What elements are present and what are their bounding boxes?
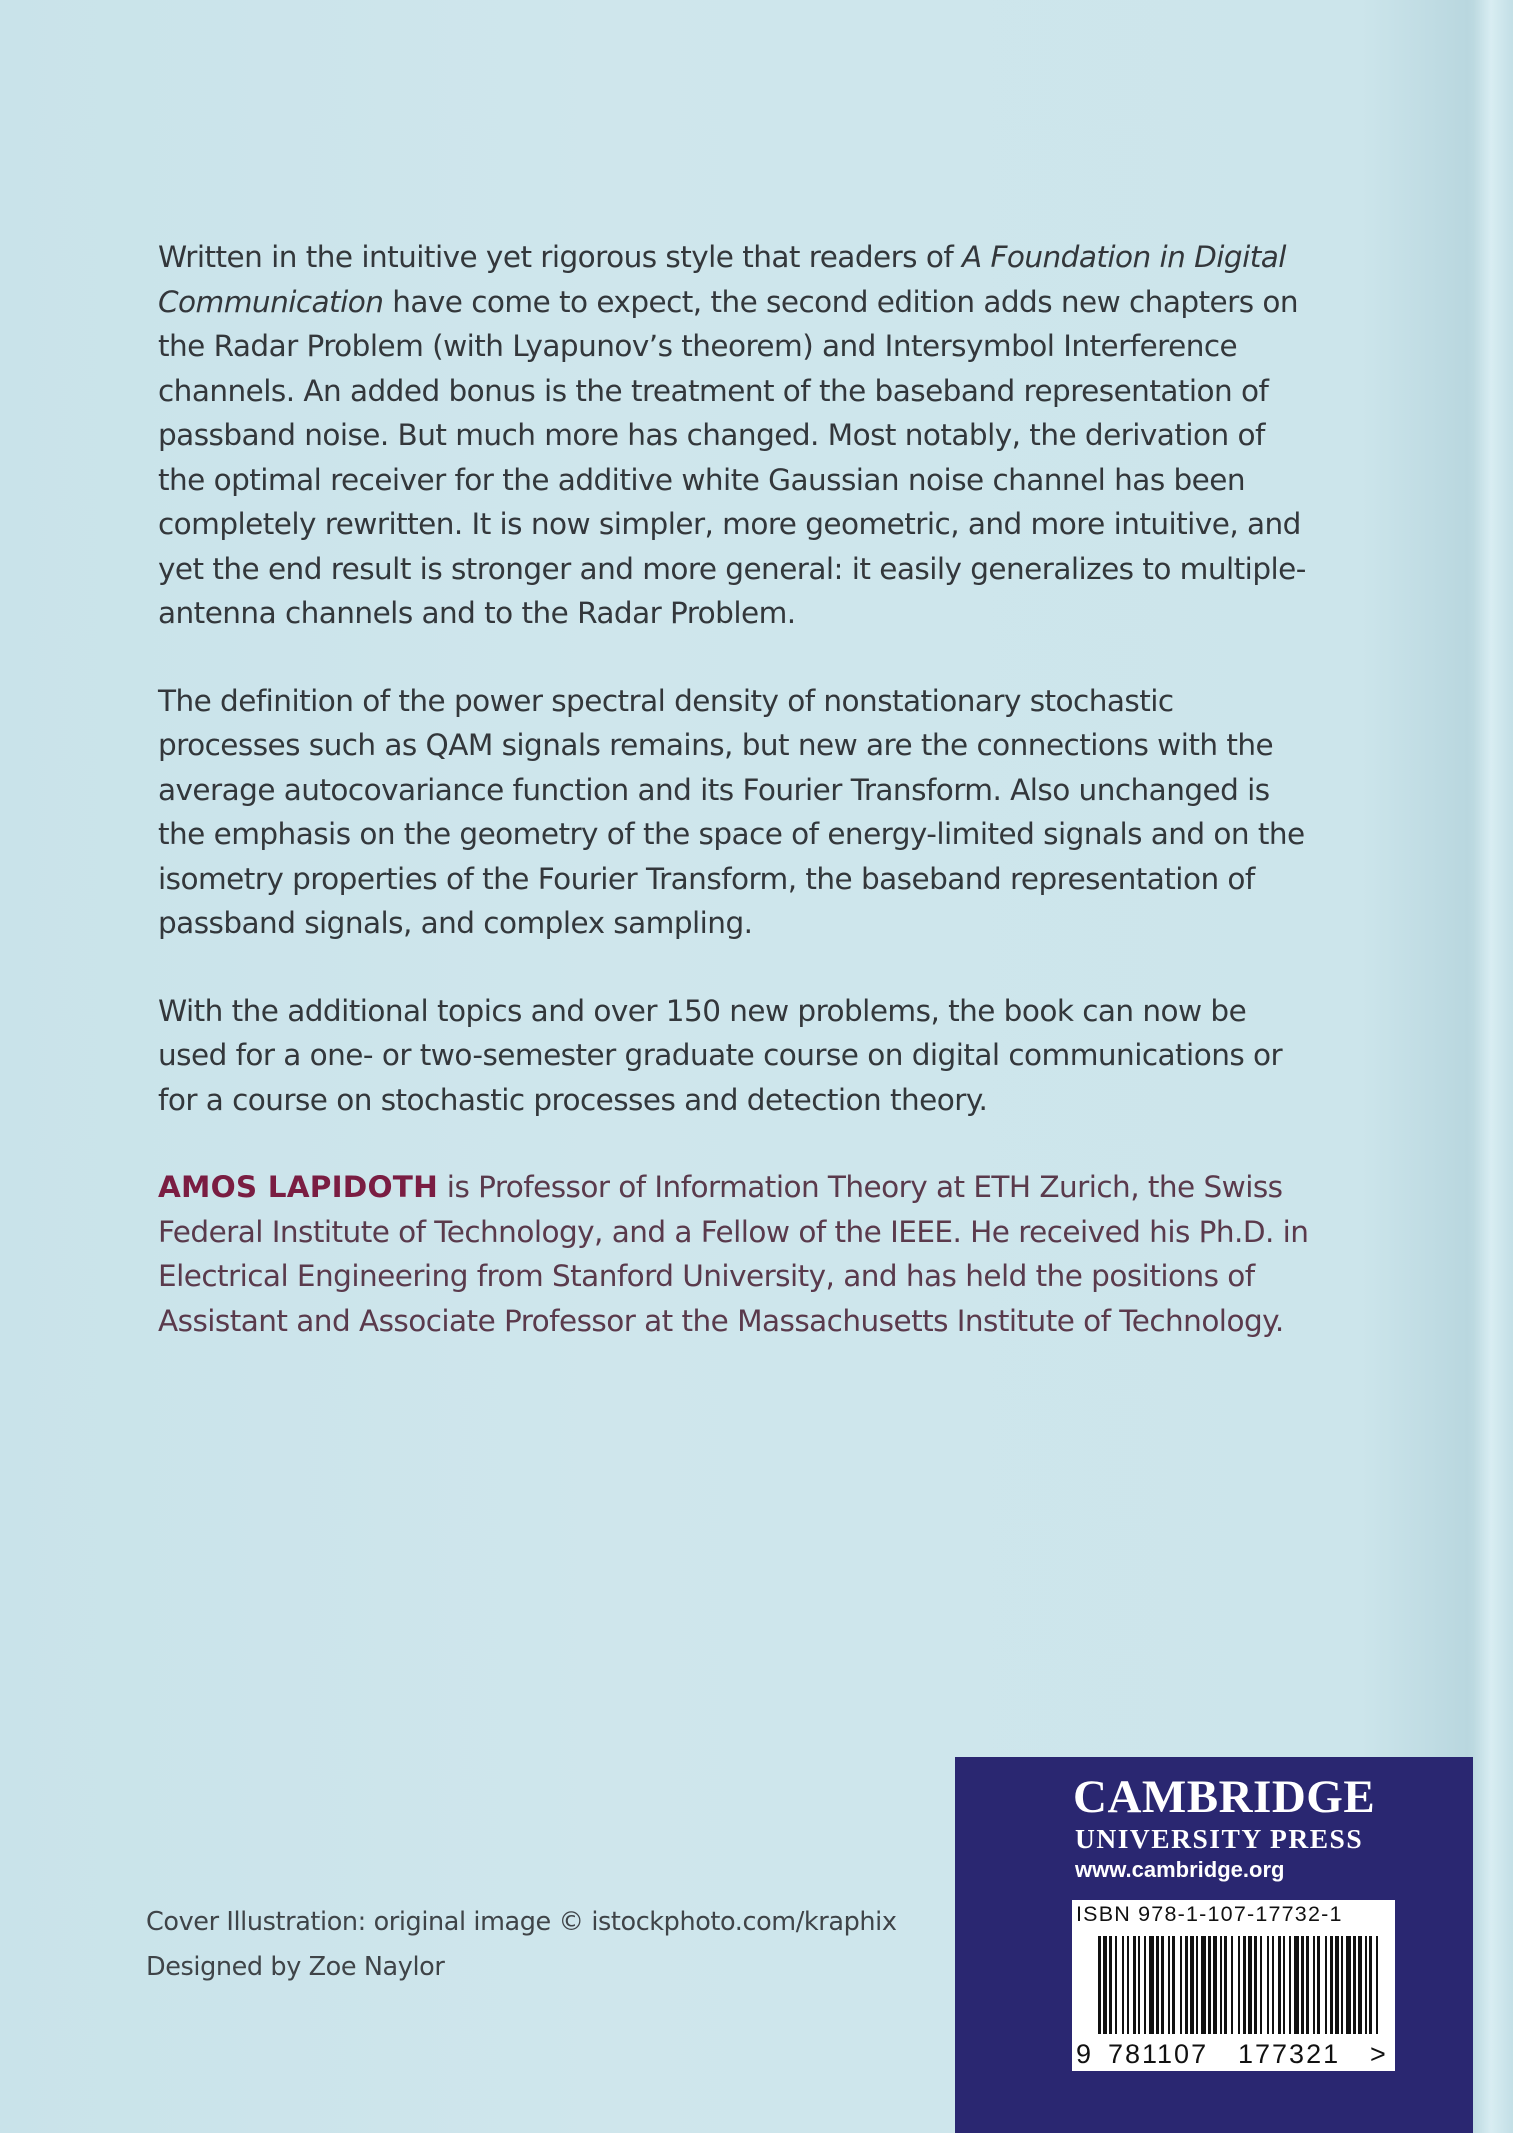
barcode-bar [1115,1936,1117,2034]
barcode-bar [1254,1936,1257,2034]
isbn-barcode-box [1072,1900,1395,2071]
barcode-bar [1224,1936,1227,2034]
barcode-bar [1103,1936,1107,2034]
isbn-label: ISBN 978-1-107-17732-1 [1076,1902,1343,1926]
barcode-bar [1172,1936,1175,2034]
barcode-bar [1294,1936,1299,2034]
barcode-digits: 9 [1076,2039,1094,2069]
blurb-paragraph-3: With the additional topics and over 150 new problems, the book can now be used for a one- or two-semester graduate course on digital communications or for a course on stochastic processes and detection theory. [158,993,1283,1117]
barcode-bar [1133,1936,1136,2034]
designer-credit: Designed by Zoe Naylor [146,1952,445,1982]
barcode-bar [1190,1936,1194,2034]
barcode-bar [1161,1936,1164,2034]
publisher-block [955,1757,1473,2133]
barcode-bar [1213,1936,1217,2034]
barcode-bar [1289,1936,1291,2034]
barcode-bar [1180,1936,1182,2034]
barcode-bar [1127,1936,1129,2034]
barcode-bar [1168,1936,1170,2034]
barcode [1072,1936,1395,2071]
barcode-bar [1267,1936,1269,2034]
author-name: AMOS LAPIDOTH [158,1170,438,1204]
blurb-p1-intro: Written in the intuitive yet rigorous style that readers of [158,240,962,274]
barcode-bar [1325,1936,1327,2034]
barcode-bar [1369,1936,1372,2034]
barcode-bar [1208,1936,1211,2034]
barcode-bar [1238,1936,1240,2034]
barcode-bar [1278,1936,1281,2034]
barcode-bar [1313,1936,1315,2034]
barcode-digits: 781107 [1108,2039,1209,2069]
publisher-url: www.cambridge.org [1075,1857,1285,1882]
barcode-bar [1231,1936,1233,2034]
barcode-bar [1156,1936,1159,2034]
barcode-bar [1144,1936,1146,2034]
barcode-bar [1317,1936,1320,2034]
illustration-credit: Cover Illustration: original image © istockphoto.com/kraphix [146,1907,897,1937]
barcode-bar [1335,1936,1339,2034]
barcode-bar [1138,1936,1140,2034]
barcode-bar [1358,1936,1362,2034]
barcode-bar [1196,1936,1198,2034]
cover-credits [146,1900,897,1990]
barcode-bar [1185,1936,1188,2034]
barcode-digits: > [1370,2039,1388,2069]
back-cover-blurb [158,235,1318,1386]
barcode-bar [1098,1936,1101,2034]
barcode-bar [1301,1936,1304,2034]
barcode-bar [1122,1936,1124,2034]
barcode-bar [1272,1936,1274,2034]
barcode-bar [1248,1936,1252,2034]
blurb-paragraph-2: The definition of the power spectral density of nonstationary stochastic processes such as QAM signals remains, but new are the connections with the average autocovariance function and its Fourier Transform. Also unchanged is the emphasis on the geometry of the space of energy-limited signals and on the isometry properties of the Fourier Transform, the baseband representation of passband signals, and complex sampling. [158,683,1305,940]
publisher-subname: UNIVERSITY PRESS [1075,1823,1364,1854]
barcode-bar [1306,1936,1309,2034]
barcode-digits: 177321 [1238,2039,1341,2069]
barcode-bar [1346,1936,1351,2034]
barcode-bar [1220,1936,1222,2034]
barcode-bar [1365,1936,1367,2034]
author-bio [158,1165,1318,1343]
barcode-bar [1109,1936,1112,2034]
barcode-bar [1341,1936,1343,2034]
spine-edge [1473,0,1513,2133]
blurb-p1-rest: have come to expect, the second edition adds new chapters on the Radar Problem (with Lyapunov’s theorem) and Intersymbol Interference channels. An added bonus is the treatment of the baseband representation of passband noise. But much more has changed. Most notably, the derivation of the optimal receiver for the additive white Gaussian noise channel has been completely rewritten. It is now simpler, more geometric, and more intuitive, and yet the end result is stronger and more general: it easily generalizes to multiple-antenna channels and to the Radar Problem. [158,284,1306,630]
barcode-bar [1283,1936,1285,2034]
blurb-paragraph-1 [158,235,1318,636]
barcode-bar [1149,1936,1154,2034]
barcode-bar [1260,1936,1262,2034]
barcode-bar [1353,1936,1356,2034]
barcode-bar [1376,1936,1378,2034]
author-bio-text: is Professor of Information Theory at ETH Zurich, the Swiss Federal Institute of Technology, and a Fellow of the IEEE. He received his Ph.D. in Electrical Engineering from Stanford University, and has held the positions of Assistant and Associate Professor at the Massachusetts Institute of Technology. [158,1170,1309,1338]
barcode-bar [1243,1936,1246,2034]
book-title-italic: A Foundation in Digital Communication [158,240,1286,319]
publisher-name: CAMBRIDGE [1073,1771,1376,1823]
barcode-bar [1201,1936,1206,2034]
barcode-bar [1330,1936,1333,2034]
